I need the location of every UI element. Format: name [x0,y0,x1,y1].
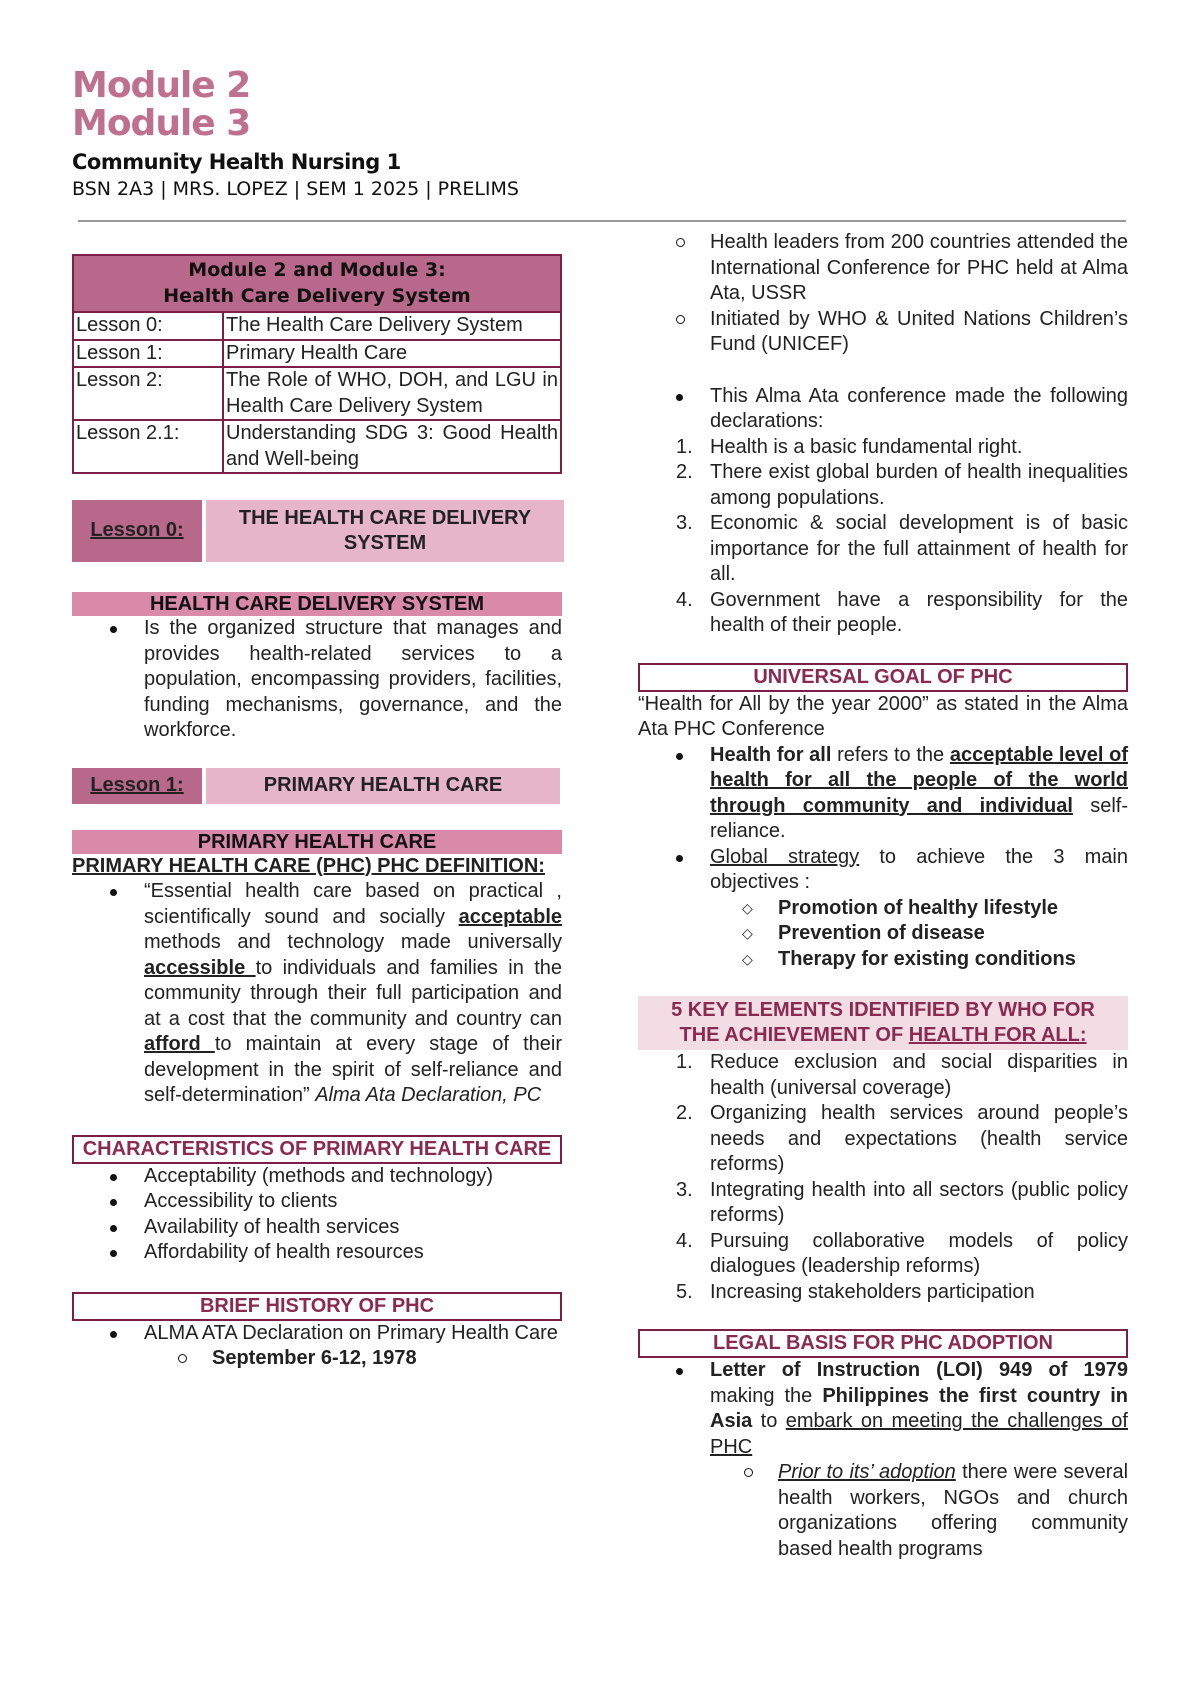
list-item: 4. Pursuing collaborative models of policy dialogues (leadership reforms) [676,1229,1128,1277]
right-column [638,230,1130,1562]
lesson0-label: Lesson 0: [72,500,202,562]
legal-basis-list [638,1358,1128,1460]
history-details [638,230,1128,358]
module-title-2: Module 3 [72,103,251,144]
declarations-list [638,435,1128,639]
list-item: Global strategy to achieve the 3 main objectives : [638,845,1128,896]
key-elements-heading [638,996,1128,1050]
lesson-title-cell: The Role of WHO, DOH, and LGU in Health Care Delivery System [223,367,561,420]
lesson-cell: Lesson 2.1: [73,420,223,473]
section-heading: HEALTH CARE DELIVERY SYSTEM [72,592,562,616]
list-item: Health leaders from 200 countries attended the International Conference for PHC held at Alma Ata, USSR [638,230,1128,307]
list-item: Prior to its’ adoption there were several health workers, NGOs and church organizations offering community based health programs [638,1460,1128,1562]
list-item: 1. Health is a basic fundamental right. [676,435,1023,458]
list-item: ◇ Therapy for existing conditions [638,947,1130,973]
list-item: 3. Integrating health into all sectors (public policy reforms) [676,1178,1128,1226]
lesson-title-cell: The Health Care Delivery System [223,312,561,340]
list-item: 3. Economic & social development is of basic importance for the full attainment of health for all. [676,512,1128,585]
table-row [73,312,561,340]
lesson-title-cell: Understanding SDG 3: Good Health and Well-being [223,420,561,473]
key-elements-heading-line2: THE ACHIEVEMENT OF HEALTH FOR ALL: [679,1024,1087,1046]
phc-definition [72,879,562,1109]
characteristics-list [72,1164,570,1266]
history-list [72,1321,562,1347]
goal-heading: UNIVERSAL GOAL OF PHC [638,663,1128,692]
list-item: 2. Organizing health services around people’s needs and expectations (health service reforms) [676,1102,1128,1175]
list-item: ◇ Promotion of healthy lifestyle [638,896,1130,922]
lesson0-bullets [72,616,562,744]
table-row [73,367,561,420]
list-item: 2. There exist global burden of health inequalities among populations. [676,461,1128,509]
legal-basis-sublist [638,1460,1128,1562]
header-divider [78,220,1126,222]
list-item: Is the organized structure that manages and provides health-related services to a population, encompassing providers, facilities, funding mechanisms, governance, and the workforce. [72,616,562,744]
list-item: Letter of Instruction (LOI) 949 of 1979 making the Philippines the first country in Asia to embark on meeting the challenges of PHC [638,1358,1128,1460]
goal-text: “Health for All by the year 2000” as stated in the Alma Ata PHC Conference [638,692,1128,740]
list-item: Initiated by WHO & United Nations Children’s Fund (UNICEF) [638,307,1128,358]
lesson-cell: Lesson 2: [73,367,223,420]
module-title-1: Module 2 [72,65,251,106]
lessons-table-header-line1: Module 2 and Module 3: [188,259,446,281]
list-item: 4. Government have a responsibility for the health of their people. [676,588,1128,636]
key-elements-list [638,1050,1128,1305]
course-meta: BSN 2A3 | MRS. LOPEZ | SEM 1 2025 | PRELIMS [72,178,519,200]
table-row [73,420,561,473]
characteristics-heading: CHARACTERISTICS OF PRIMARY HEALTH CARE [72,1135,562,1164]
objectives-list [638,896,1130,973]
key-elements-heading-line1: 5 KEY ELEMENTS IDENTIFIED BY WHO FOR [671,999,1095,1021]
history-heading: BRIEF HISTORY OF PHC [72,1292,562,1321]
lessons-table-header-line2: Health Care Delivery System [163,284,471,307]
course-title: Community Health Nursing 1 [72,150,401,174]
left-column [72,254,570,1372]
section-heading: PRIMARY HEALTH CARE [72,830,562,854]
goal-list [638,743,1128,896]
list-item: 5. Increasing stakeholders participation [676,1280,1035,1303]
lesson1-header [72,768,570,804]
list-item: Availability of health services [72,1215,570,1241]
legal-basis-heading: LEGAL BASIS FOR PHC ADOPTION [638,1329,1128,1358]
list-item: This Alma Ata conference made the following declarations: [638,384,1128,435]
lesson-cell: Lesson 0: [73,312,223,340]
list-item: ◇ Prevention of disease [638,921,1130,947]
phc-definition-heading: PRIMARY HEALTH CARE (PHC) PHC DEFINITION: [72,854,545,877]
lessons-table [72,254,562,474]
list-item: September 6-12, 1978 [72,1346,570,1372]
lessons-table-header [73,255,561,312]
declarations-intro [638,384,1128,435]
list-item: “Essential health care based on practical , scientifically sound and socially acceptable methods and technology made universally accessible to individuals and families in the community through their full participation and at a cost that the community and country can afford to maintain at every stage of their development in the spirit of self-reliance and self-determination” Alma Ata Declaration, PC [72,879,562,1109]
lesson1-title: PRIMARY HEALTH CARE [206,768,560,804]
lesson-title-cell: Primary Health Care [223,340,561,368]
list-item: Affordability of health resources [72,1240,570,1266]
list-item: ALMA ATA Declaration on Primary Health Care [72,1321,562,1347]
list-item: Accessibility to clients [72,1189,570,1215]
table-row [73,340,561,368]
lesson1-label: Lesson 1: [72,768,202,804]
lesson0-title: THE HEALTH CARE DELIVERY SYSTEM [206,500,564,562]
list-item: 1. Reduce exclusion and social disparities in health (universal coverage) [676,1051,1128,1099]
lesson0-header [72,500,570,562]
history-sublist [72,1346,570,1372]
lesson-cell: Lesson 1: [73,340,223,368]
list-item: Health for all refers to the acceptable level of health for all the people of the world through community and individual self-reliance. [638,743,1128,845]
list-item: Acceptability (methods and technology) [72,1164,570,1190]
